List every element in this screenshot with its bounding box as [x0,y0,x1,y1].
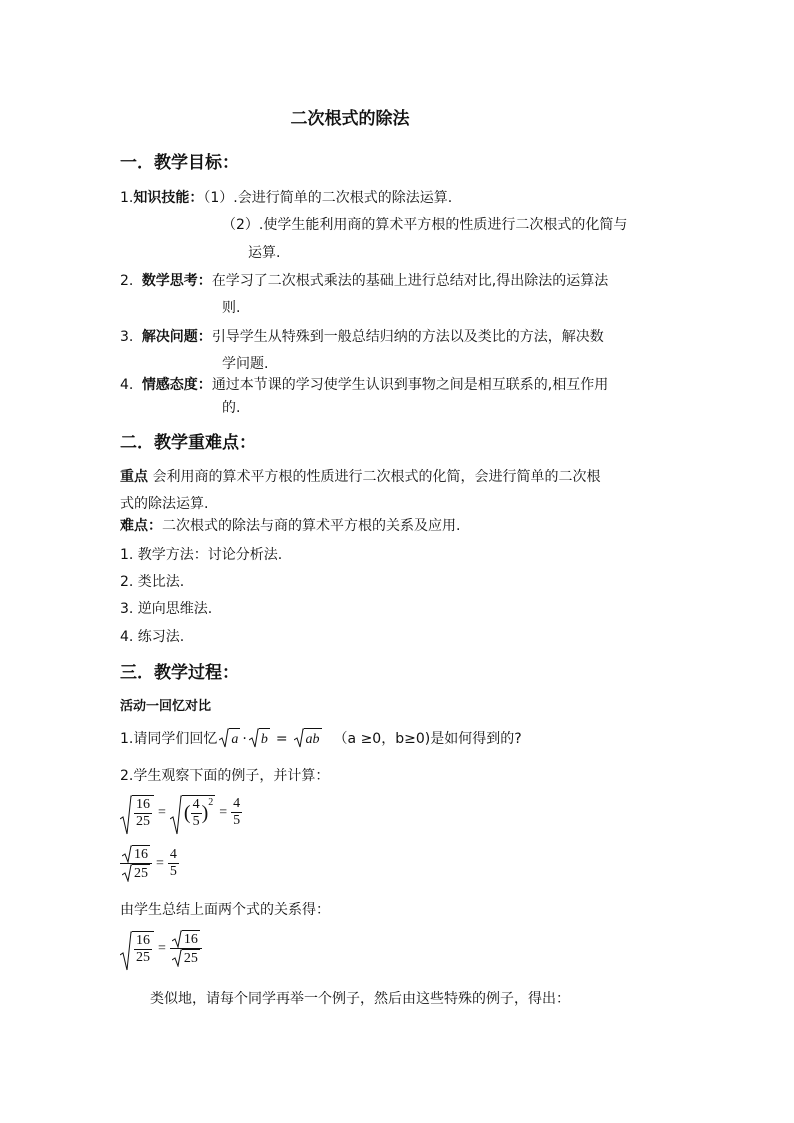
goal-label: 解决问题： [141,329,212,345]
method-item: 1. 教学方法：讨论分析法. [120,547,283,563]
sqrt-ab: ab [294,728,322,750]
method-item: 4. 练习法. [120,629,185,645]
sqrt-fraction: $\frac{16}{25}$ [120,795,154,830]
key-text: 会利用商的算术平方根的性质进行二次根式的化简，会进行简单的二次根 [148,469,601,485]
summary-text: 由学生总结上面两个式的关系得： [120,902,330,918]
goal-1b-cont: 运算. [248,245,281,261]
difficulty [120,516,680,536]
section-heading-goals: 一．教学目标： [120,153,239,173]
difficulty-text: 二次根式的除法与商的算术平方根的关系及应用. [162,518,461,534]
question-condition: （a ≥0，b≥0)是如何得到的? [333,731,522,747]
key-point-cont: 式的除法运算. [120,496,209,512]
goal-3-cont: 学问题. [222,356,269,372]
goal-2 [120,271,680,291]
question-2: 2.学生观察下面的例子，并计算： [120,768,330,784]
goal-text: （1）.会进行简单的二次根式的除法运算. [203,190,453,206]
method-item: 3. 逆向思维法. [120,601,213,617]
goal-4-cont: 的. [222,400,241,416]
page-title: 二次根式的除法 [290,109,410,129]
final-text: 类似地，请每个同学再举一个例子，然后由这些特殊的例子，得出： [150,991,570,1007]
goal-1b: （2）.使学生能利用商的算术平方根的性质进行二次根式的化简与 [222,217,628,233]
section-heading-key: 二．教学重难点： [120,433,256,453]
goal-number: 1. [120,190,134,206]
sqrt-fraction: $\frac{16}{25}$ [120,931,154,966]
key-point [120,467,680,487]
formula-3: $\frac{16}{25}$ = $\frac{16}{25}$ [120,930,202,967]
goal-1 [120,188,680,208]
activity-title: 活动一回忆对比 [120,699,212,714]
key-label: 重点 [120,469,148,485]
goal-text: 通过本节课的学习使学生认识到事物之间是相互联系的,相互作用 [211,377,609,393]
difficulty-label: 难点： [120,518,162,534]
question-1: 1.请同学们回忆 a · b = ab （a ≥0，b≥0)是如何得到的? [120,728,680,750]
sqrt-squared: ( $\frac{4}{5}$ ) $^2$ [170,795,215,830]
goal-label: 数学思考： [141,273,212,289]
sqrt-b: b [249,728,270,750]
sqrt-a: a [219,728,240,750]
goal-label: 情感态度： [141,377,212,393]
goal-3 [120,327,680,347]
goal-4 [120,375,680,395]
section-heading-process: 三．教学过程： [120,663,239,683]
question-text: 1.请同学们回忆 [120,731,218,747]
goal-number: 4. [120,377,134,393]
formula-1: $\frac{16}{25}$ = ( $\frac{4}{5}$ ) $^2$ = $\frac{4}{5}$ [120,795,242,830]
method-item: 2. 类比法. [120,574,185,590]
goal-number: 2. [120,273,134,289]
goal-text: 在学习了二次根式乘法的基础上进行总结对比,得出除法的运算法 [211,273,609,289]
formula-2: $\frac{16}{25}$ = $\frac{4}{5}$ [120,845,179,882]
goal-number: 3. [120,329,134,345]
goal-2-cont: 则. [222,300,241,316]
goal-label: 知识技能： [133,190,204,206]
goal-text: 引导学生从特殊到一般总结归纳的方法以及类比的方法，解决数 [211,329,604,345]
